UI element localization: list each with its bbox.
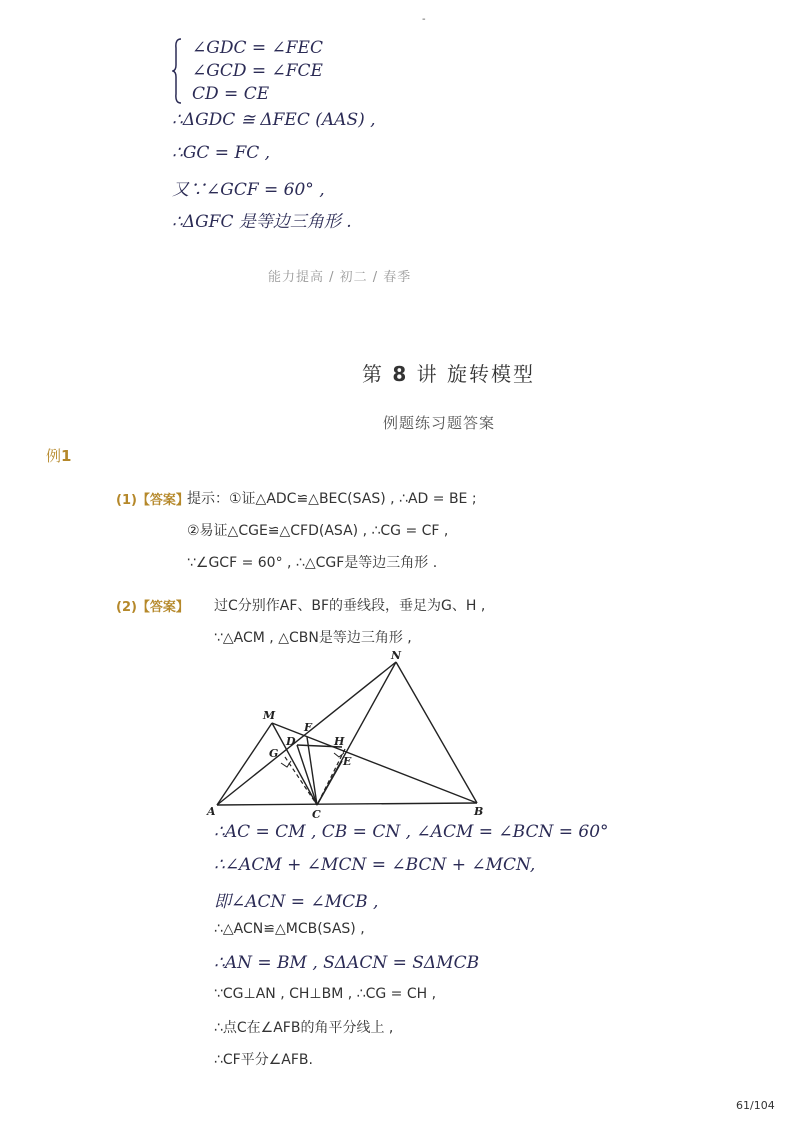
step-1: ∴AC = CM , CB = CN , ∠ACM = ∠BCN = 60° bbox=[214, 822, 609, 842]
example-label bbox=[46, 445, 71, 466]
segment-ec bbox=[317, 761, 342, 805]
step-3: 即∠ACN = ∠MCB , bbox=[214, 892, 379, 912]
section-subtitle: 例题练习题答案 bbox=[383, 414, 496, 432]
breadcrumb: 能力提高 / 初二 / 春季 bbox=[268, 270, 412, 285]
segment-ab bbox=[217, 803, 477, 805]
label-a: A bbox=[207, 805, 216, 818]
step-7: ∴点C在∠AFB的角平分线上 , bbox=[214, 1020, 394, 1036]
label-f: F bbox=[304, 721, 312, 734]
example-number: 1 bbox=[61, 447, 72, 465]
geometry-figure bbox=[205, 645, 495, 825]
proof-line-4: ∴ΔGFC 是等边三角形 . bbox=[172, 212, 352, 232]
page-number: 61/104 bbox=[736, 1099, 775, 1112]
proof-line-2: ∴GC = FC , bbox=[172, 143, 271, 163]
system-eq-2: ∠GCD = ∠FCE bbox=[192, 61, 323, 81]
part2-line-2: ∵△ACM , △CBN是等边三角形 , bbox=[214, 630, 412, 646]
lecture-suffix: 讲 旋转模型 bbox=[416, 362, 535, 386]
label-h: H bbox=[334, 735, 345, 748]
label-b: B bbox=[474, 805, 484, 818]
left-brace-icon bbox=[172, 38, 182, 104]
lecture-number: 8 bbox=[392, 362, 409, 386]
label-d: D bbox=[286, 735, 296, 748]
example-prefix: 例 bbox=[46, 447, 62, 465]
part1-line-3: ∵∠GCF = 60° , ∴△CGF是等边三角形 . bbox=[187, 555, 438, 571]
part1-line-2: ②易证△CGE≌△CFD(ASA) , ∴CG = CF , bbox=[187, 523, 449, 539]
step-4: ∴△ACN≌△MCB(SAS) , bbox=[214, 921, 365, 937]
top-mark: - bbox=[422, 14, 426, 25]
step-8: ∴CF平分∠AFB. bbox=[214, 1052, 313, 1068]
part2-line-1: 过C分别作AF、BF的垂线段，垂足为G、H , bbox=[214, 598, 486, 614]
label-e: E bbox=[343, 755, 352, 768]
step-2: ∴∠ACM + ∠MCN = ∠BCN + ∠MCN, bbox=[214, 855, 536, 875]
segment-nb bbox=[396, 662, 477, 803]
system-eq-3: CD = CE bbox=[192, 84, 270, 104]
lecture-prefix: 第 bbox=[362, 362, 384, 386]
proof-line-1: ∴ΔGDC ≅ ΔFEC (AAS) , bbox=[172, 110, 376, 130]
system-eq-1: ∠GDC = ∠FEC bbox=[192, 38, 323, 58]
label-m: M bbox=[263, 709, 276, 722]
right-angle-g bbox=[281, 761, 291, 767]
segment-am bbox=[217, 723, 272, 805]
label-c: C bbox=[312, 808, 321, 821]
proof-line-3: 又∵∠GCF = 60° , bbox=[172, 180, 325, 200]
step-6: ∵CG⊥AN , CH⊥BM , ∴CG = CH , bbox=[214, 986, 437, 1002]
label-n: N bbox=[391, 649, 402, 662]
answer-tag-1: (1)【答案】 bbox=[116, 493, 189, 508]
answer-tag-2: (2)【答案】 bbox=[116, 600, 189, 615]
step-5: ∴AN = BM , SΔACN = SΔMCB bbox=[214, 953, 480, 973]
lecture-title bbox=[362, 358, 535, 387]
label-g: G bbox=[269, 747, 279, 760]
part1-line-1: 提示：①证△ADC≌△BEC(SAS) , ∴AD = BE ; bbox=[187, 491, 477, 507]
perp-cg bbox=[285, 757, 317, 805]
